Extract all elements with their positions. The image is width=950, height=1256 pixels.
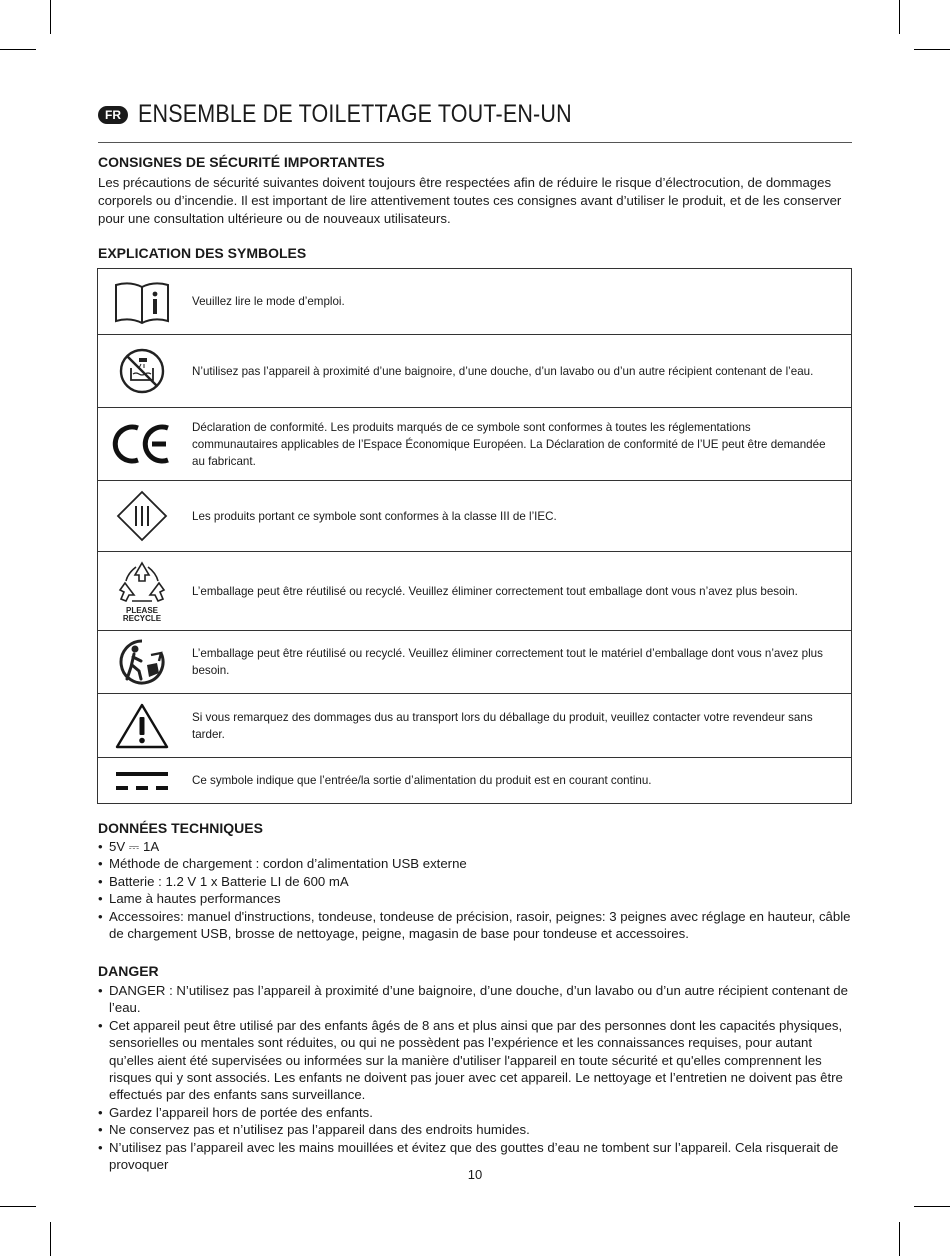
symbol-row	[98, 694, 852, 758]
crop-mark	[899, 1222, 900, 1256]
symbol-row	[98, 758, 852, 804]
symbol-icon-cell	[98, 481, 187, 552]
technical-heading: DONNÉES TECHNIQUES	[98, 820, 263, 836]
list-item: • Cet appareil peut être utilisé par des enfants âgés de 8 ans et plus ainsi que par des personnes dont les capacités physiques, sensorielles ou mentales sont réduites, ou qui ne possèdent pas l’expérience et les connaissances requises, pour autant qu’elles aient été supervisées ou informées sur la manière d'utiliser l'appareil en toute sécurité et qu'elles comprennent les risques qui y sont associés. Les enfants ne doivent pas jouer avec cet appareil. Le nettoyage et l’entretien ne doivent pas être effectués par des enfants sans surveillance.	[98, 1017, 858, 1104]
symbol-description: Si vous remarquez des dommages dus au transport lors du déballage du produit, veuillez contacter votre revendeur sans tarder.	[186, 694, 852, 758]
symbol-icon-cell	[98, 758, 187, 804]
list-item: • N’utilisez pas l’appareil avec les mains mouillées et évitez que des gouttes d’eau ne tombent sur l’appareil. Cela risquerait de provoquer	[98, 1139, 858, 1174]
triman-icon	[117, 637, 167, 687]
symbol-description: Veuillez lire le mode d’emploi.	[186, 269, 852, 335]
symbol-row	[98, 552, 852, 631]
symbol-row	[98, 269, 852, 335]
ce-mark-icon	[110, 422, 174, 466]
symbol-row	[98, 335, 852, 408]
list-item: • Méthode de chargement : cordon d’alimentation USB externe	[98, 855, 858, 872]
crop-mark	[914, 49, 950, 50]
direct-current-icon	[112, 766, 172, 796]
list-item: • Gardez l’appareil hors de portée des enfants.	[98, 1104, 858, 1121]
class-iii-icon	[114, 488, 170, 544]
crop-mark	[0, 49, 36, 50]
crop-mark	[50, 0, 51, 34]
recycle-icon-text: PLEASE	[125, 606, 159, 615]
safety-paragraph	[98, 174, 858, 228]
warning-triangle-icon	[114, 701, 170, 751]
page-title: ENSEMBLE DE TOILETTAGE TOUT-EN-UN	[138, 100, 572, 128]
language-badge: FR	[98, 106, 128, 124]
list-item: • Ne conservez pas et n’utilisez pas l’appareil dans des endroits humides.	[98, 1121, 858, 1138]
symbol-description: N’utilisez pas l’appareil à proximité d’une baignoire, d’une douche, d’un lavabo ou d’un autre récipient contenant de l’eau.	[186, 335, 852, 408]
list-item: • Lame à hautes performances	[98, 890, 858, 907]
please-recycle-icon	[112, 559, 172, 623]
symbol-description: L’emballage peut être réutilisé ou recyclé. Veuillez éliminer correctement tout le matériel d’emballage dont vous n’avez plus besoin.	[186, 631, 852, 694]
paragraph-line: corporels ou d’incendie. Il est important de lire attentivement toutes ces consignes avant d’utiliser le produit, et de les conserver	[98, 193, 842, 208]
danger-heading: DANGER	[98, 963, 159, 979]
symbol-icon-cell	[98, 408, 187, 481]
page-header	[98, 100, 852, 143]
symbol-icon-cell	[98, 269, 187, 335]
symbol-icon-cell	[98, 335, 187, 408]
list-item: • DANGER : N’utilisez pas l’appareil à proximité d’une baignoire, d’une douche, d’un lavabo ou d’un autre récipient contenant de l’eau.	[98, 982, 858, 1017]
list-item: • Accessoires: manuel d'instructions, tondeuse, tondeuse de précision, rasoir, peignes: 3 peignes avec réglage en hauteur, câble de chargement USB, brosse de nettoyage, peigne, magasin de base pour tondeuse et accessoires.	[98, 908, 858, 943]
page-number: 10	[467, 1167, 483, 1182]
technical-list	[98, 838, 858, 942]
symbol-description: Déclaration de conformité. Les produits marqués de ce symbole sont conformes à toutes les réglementations communautaires applicables de l’Espace Économique Européen. La Déclaration de conformité de l’UE peut être demandée au fabricant.	[186, 408, 852, 481]
list-item: • Batterie : 1.2 V 1 x Batterie LI de 600 mA	[98, 873, 858, 890]
manual-info-icon	[112, 279, 172, 325]
symbols-heading: EXPLICATION DES SYMBOLES	[98, 245, 307, 261]
no-water-icon	[117, 346, 167, 396]
crop-mark	[0, 1206, 36, 1207]
symbol-description: L’emballage peut être réutilisé ou recyclé. Veuillez éliminer correctement tout emballage dont vous n’avez plus besoin.	[186, 552, 852, 631]
symbol-row	[98, 631, 852, 694]
symbol-icon-cell	[98, 552, 187, 631]
list-item: • 5V ⎓ 1A	[98, 838, 858, 855]
danger-list	[98, 982, 858, 1173]
crop-mark	[914, 1206, 950, 1207]
symbol-icon-cell	[98, 631, 187, 694]
paragraph-line: pour une consultation ultérieure ou de nouveaux utilisateurs.	[98, 211, 451, 226]
symbol-description: Les produits portant ce symbole sont conformes à la classe III de l’IEC.	[186, 481, 852, 552]
paragraph-line: Les précautions de sécurité suivantes doivent toujours être respectées afin de réduire le risque d’électrocution, de dommages	[98, 175, 832, 190]
symbol-row	[98, 408, 852, 481]
symbol-row	[98, 481, 852, 552]
symbols-table	[97, 268, 852, 804]
safety-heading: CONSIGNES DE SÉCURITÉ IMPORTANTES	[98, 154, 385, 170]
crop-mark	[50, 1222, 51, 1256]
symbol-icon-cell	[98, 694, 187, 758]
crop-mark	[899, 0, 900, 34]
recycle-icon-text: RECYCLE	[122, 614, 162, 623]
symbol-description: Ce symbole indique que l’entrée/la sortie d’alimentation du produit est en courant continu.	[186, 758, 852, 804]
